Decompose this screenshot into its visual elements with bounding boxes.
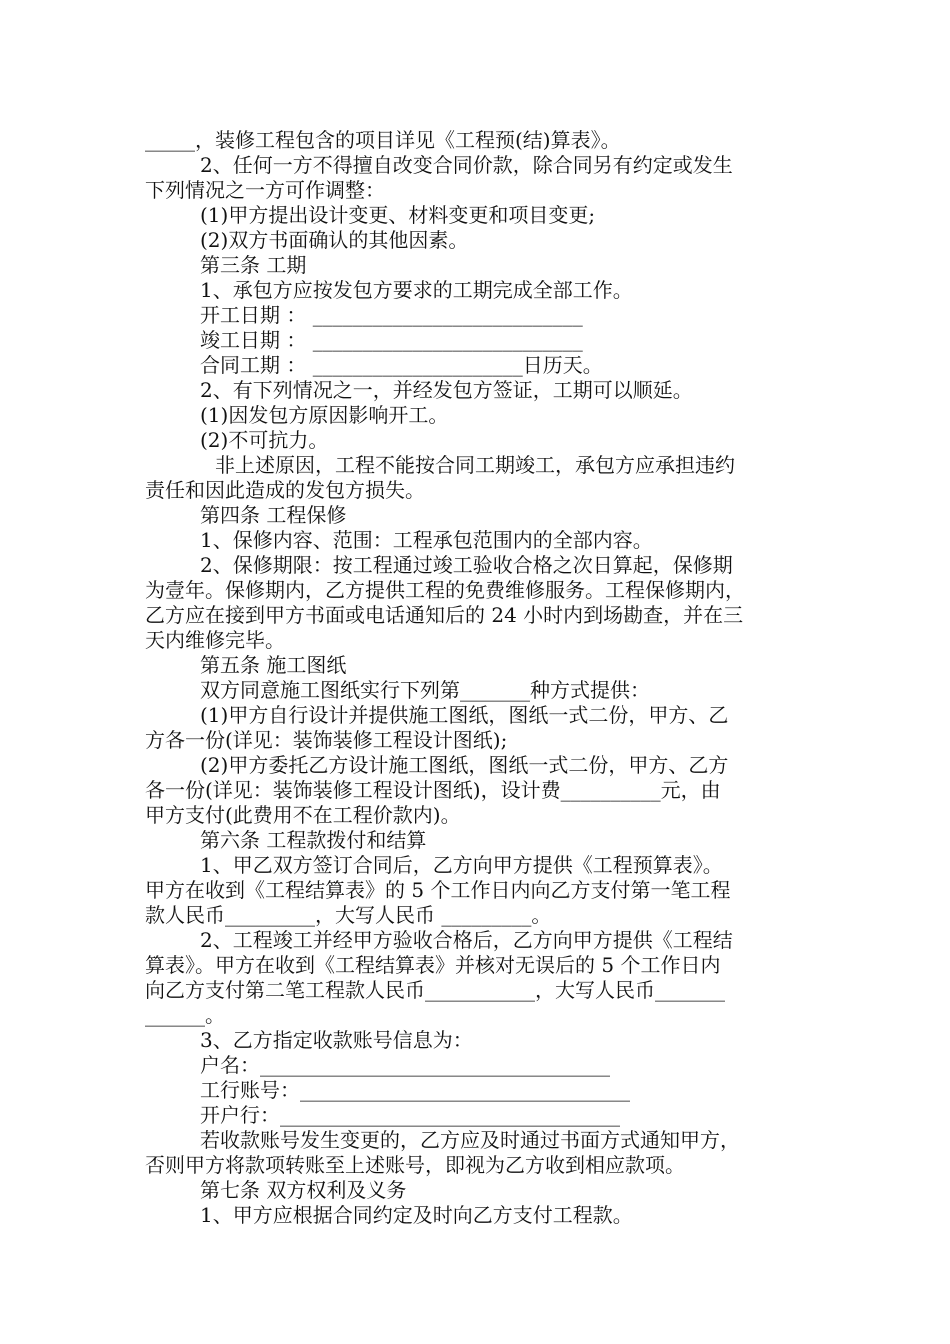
text-line: _____，装修工程包含的项目详见《工程预(结)算表》。 xyxy=(145,128,621,152)
text-line: (2)甲方委托乙方设计施工图纸，图纸一式二份，甲方、乙方 xyxy=(200,753,729,777)
text-line: (2)不可抗力。 xyxy=(200,428,329,452)
text-line: 甲方在收到《工程结算表》的 5 个工作日内向乙方支付第一笔工程 xyxy=(145,878,731,902)
bank-branch-field: 开户行：__________________________________ xyxy=(200,1103,620,1127)
text-line: 2、工程竣工并经甲方验收合格后，乙方向甲方提供《工程结 xyxy=(200,928,733,952)
section-heading: 第三条 工期 xyxy=(200,253,307,277)
text-line: 款人民币_________，大写人民币 _________。 xyxy=(145,903,552,927)
text-line: 下列情况之一方可作调整： xyxy=(145,178,385,202)
text-line: 1、甲方应根据合同约定及时向乙方支付工程款。 xyxy=(200,1203,633,1227)
text-line: 向乙方支付第二笔工程款人民币___________，大写人民币_______ xyxy=(145,978,725,1002)
text-line: 1、保修内容、范围：工程承包范围内的全部内容。 xyxy=(200,528,653,552)
completion-date-field: 竣工日期 ： ___________________________ xyxy=(200,328,583,352)
text-line: 为壹年。保修期内，乙方提供工程的免费维修服务。工程保修期内， xyxy=(145,578,745,602)
text-line: 2、任何一方不得擅自改变合同价款，除合同另有约定或发生 xyxy=(200,153,733,177)
text-line: (1)因发包方原因影响开工。 xyxy=(200,403,449,427)
section-heading: 第七条 双方权利及义务 xyxy=(200,1178,407,1202)
text-line: 若收款账号发生变更的，乙方应及时通过书面方式通知甲方， xyxy=(200,1128,740,1152)
text-line: ______。 xyxy=(145,1003,225,1027)
text-line: 双方同意施工图纸实行下列第_______种方式提供： xyxy=(200,678,650,702)
text-line: 2、有下列情况之一，并经发包方签证，工期可以顺延。 xyxy=(200,378,693,402)
bank-account-field: 工行账号：_________________________________ xyxy=(200,1078,630,1102)
section-heading: 第四条 工程保修 xyxy=(200,503,347,527)
text-line: 方各一份(详见：装饰装修工程设计图纸); xyxy=(145,728,508,752)
account-name-field: 户名：___________________________________ xyxy=(200,1053,610,1077)
text-line: 1、甲乙双方签订合同后，乙方向甲方提供《工程预算表》。 xyxy=(200,853,723,877)
text-line: 3、乙方指定收款账号信息为： xyxy=(200,1028,473,1052)
text-line: 乙方应在接到甲方书面或电话通知后的 24 小时内到场勘查，并在三 xyxy=(145,603,744,627)
text-line: 非上述原因，工程不能按合同工期竣工，承包方应承担违约 xyxy=(215,453,735,477)
text-line: 2、保修期限：按工程通过竣工验收合格之次日算起，保修期 xyxy=(200,553,733,577)
text-line: 责任和因此造成的发包方损失。 xyxy=(145,478,425,502)
text-line: 算表》。甲方在收到《工程结算表》并核对无误后的 5 个工作日内 xyxy=(145,953,721,977)
text-line: 天内维修完毕。 xyxy=(145,628,285,652)
text-line: 1、承包方应按发包方要求的工期完成全部工作。 xyxy=(200,278,633,302)
start-date-field: 开工日期 ： ___________________________ xyxy=(200,303,583,327)
section-heading: 第六条 工程款拨付和结算 xyxy=(200,828,427,852)
section-heading: 第五条 施工图纸 xyxy=(200,653,347,677)
text-line: 否则甲方将款项转账至上述账号，即视为乙方收到相应款项。 xyxy=(145,1153,685,1177)
contract-duration-field: 合同工期 ： _____________________日历天。 xyxy=(200,353,603,377)
text-line: 甲方支付(此费用不在工程价款内)。 xyxy=(145,803,461,827)
text-line: 各一份(详见：装饰装修工程设计图纸)，设计费__________元，由 xyxy=(145,778,721,802)
text-line: (1)甲方自行设计并提供施工图纸，图纸一式二份，甲方、乙 xyxy=(200,703,729,727)
text-line: (1)甲方提出设计变更、材料变更和项目变更; xyxy=(200,203,596,227)
text-line: (2)双方书面确认的其他因素。 xyxy=(200,228,469,252)
